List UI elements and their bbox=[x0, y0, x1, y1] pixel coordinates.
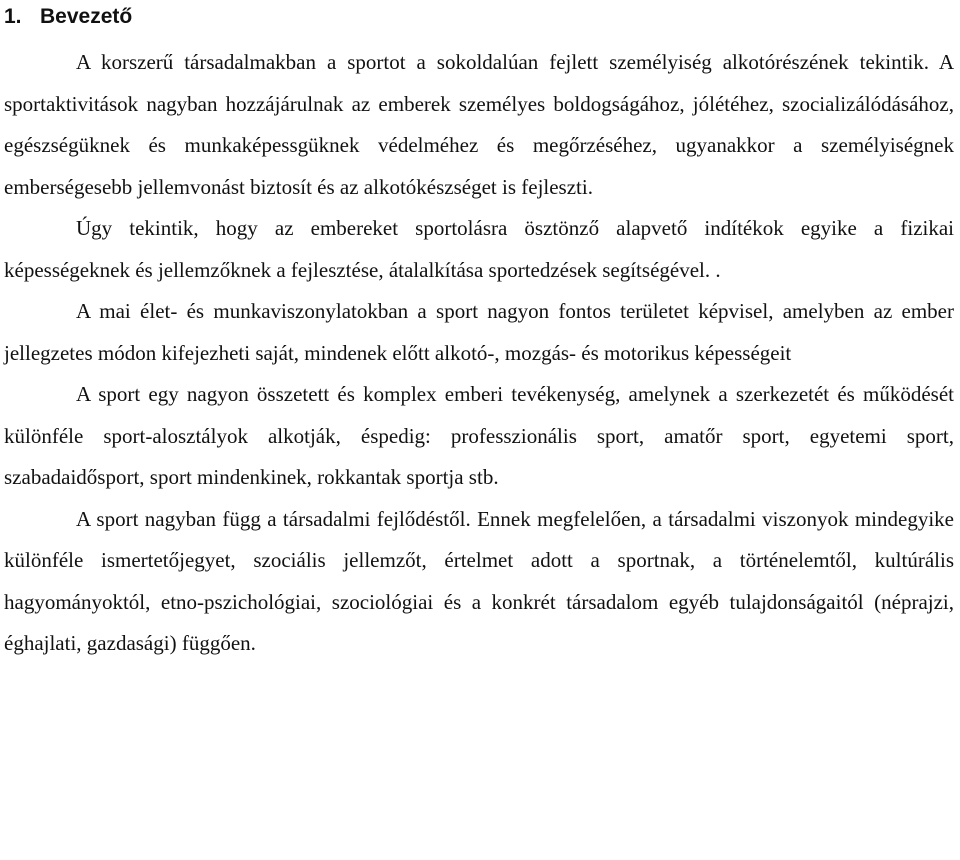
paragraph-1: A korszerű társadalmakban a sportot a sokoldalúan fejlett személyiség alkotórészének tekintik. A sportaktivitások nagyban hozzájárulnak az emberek személyes boldogságához, jólétéhez, szocializálódásához, egészségüknek és munkaképessgüknek védelméhez és megőrzéséhez, ugyanakkor a személyiségnek emberségesebb jellemvonást biztosít és az alkotókészséget is fejleszti. bbox=[4, 50, 954, 199]
section-number: 1. bbox=[4, 5, 22, 28]
section-heading bbox=[4, 0, 954, 32]
section-title: Bevezető bbox=[40, 5, 133, 28]
paragraph-5: A sport nagyban függ a társadalmi fejlődéstől. Ennek megfelelően, a társadalmi viszonyok mindegyike különféle ismertetőjegyet, szociális jellemzőt, értelmet adott a sportnak, a történelemtől, kultúrális hagyományoktól, etno-pszichológiai, szociológiai és a konkrét társadalom egyéb tulajdonságaitól (néprajzi, éghajlati, gazdasági) függően. bbox=[4, 506, 954, 655]
paragraph-2: Úgy tekintik, hogy az embereket sportolásra ösztönző alapvető indítékok egyike a fizikai képességeknek és jellemzőknek a fejlesztése, átalalkítása sportedzések segítségével. . bbox=[4, 216, 954, 282]
paragraph-3: A mai élet- és munkaviszonylatokban a sport nagyon fontos területet képvisel, amelyben az ember jellegzetes módon kifejezheti saját, mindenek előtt alkotó-, mozgás- és motorikus képességeit bbox=[4, 299, 954, 365]
paragraph-4: A sport egy nagyon összetett és komplex emberi tevékenység, amelynek a szerkezetét és működését különféle sport-alosztályok alkotják, éspedig: professzionális sport, amatőr sport, egyetemi sport, szabadaidősport, sport mindenkinek, rokkantak sportja stb. bbox=[4, 382, 954, 489]
